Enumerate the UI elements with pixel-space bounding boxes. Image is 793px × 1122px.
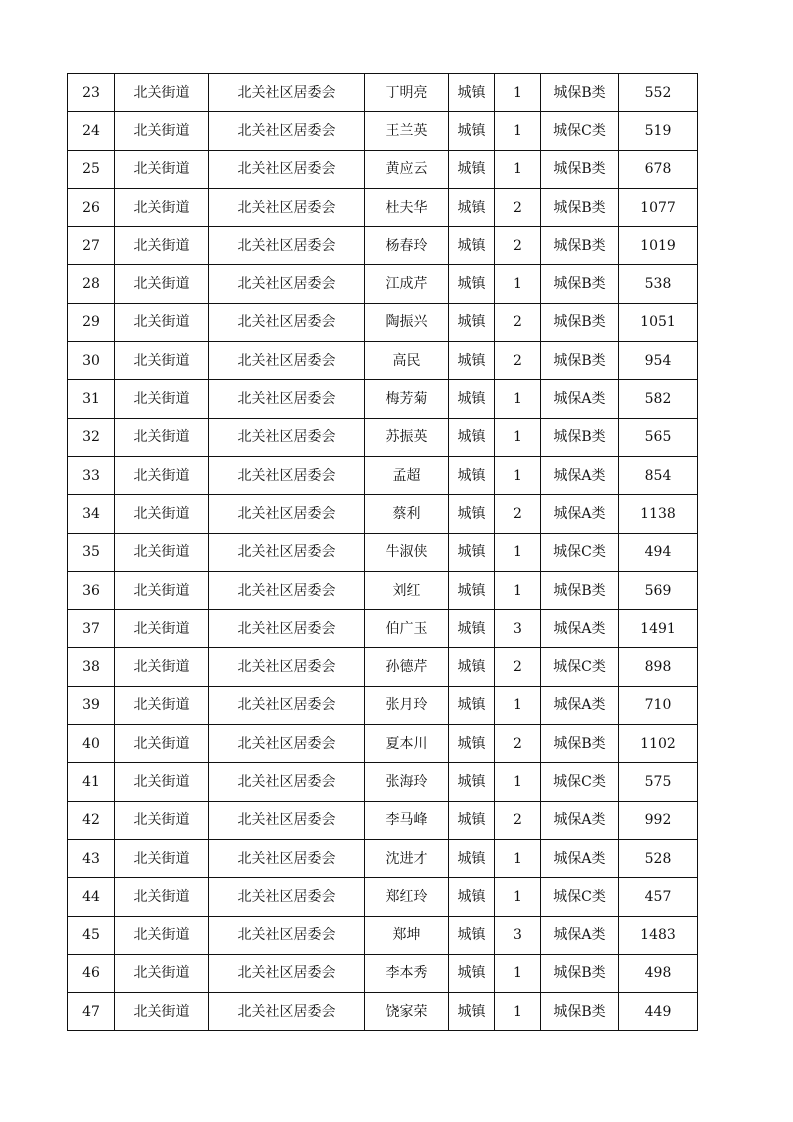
cell-name: 李马峰 bbox=[365, 801, 449, 839]
cell-number: 24 bbox=[68, 112, 115, 150]
cell-persons: 2 bbox=[495, 342, 541, 380]
cell-area: 城镇 bbox=[449, 150, 495, 188]
cell-committee: 北关社区居委会 bbox=[209, 74, 365, 112]
cell-category: 城保A类 bbox=[541, 495, 619, 533]
cell-area: 城镇 bbox=[449, 74, 495, 112]
cell-street: 北关街道 bbox=[115, 380, 209, 418]
table-row bbox=[68, 610, 698, 648]
cell-amount: 582 bbox=[619, 380, 698, 418]
cell-amount: 575 bbox=[619, 763, 698, 801]
cell-persons: 3 bbox=[495, 916, 541, 954]
cell-persons: 1 bbox=[495, 418, 541, 456]
cell-street: 北关街道 bbox=[115, 533, 209, 571]
table-row bbox=[68, 839, 698, 877]
cell-name: 郑坤 bbox=[365, 916, 449, 954]
cell-committee: 北关社区居委会 bbox=[209, 150, 365, 188]
cell-committee: 北关社区居委会 bbox=[209, 686, 365, 724]
cell-area: 城镇 bbox=[449, 839, 495, 877]
cell-amount: 552 bbox=[619, 74, 698, 112]
cell-street: 北关街道 bbox=[115, 686, 209, 724]
cell-street: 北关街道 bbox=[115, 571, 209, 609]
table-row bbox=[68, 801, 698, 839]
cell-committee: 北关社区居委会 bbox=[209, 112, 365, 150]
cell-number: 34 bbox=[68, 495, 115, 533]
cell-committee: 北关社区居委会 bbox=[209, 227, 365, 265]
cell-amount: 1491 bbox=[619, 610, 698, 648]
cell-street: 北关街道 bbox=[115, 74, 209, 112]
cell-name: 陶振兴 bbox=[365, 303, 449, 341]
cell-committee: 北关社区居委会 bbox=[209, 954, 365, 992]
table-row bbox=[68, 495, 698, 533]
cell-area: 城镇 bbox=[449, 686, 495, 724]
cell-name: 孟超 bbox=[365, 456, 449, 494]
cell-persons: 2 bbox=[495, 303, 541, 341]
cell-number: 46 bbox=[68, 954, 115, 992]
cell-committee: 北关社区居委会 bbox=[209, 188, 365, 226]
cell-area: 城镇 bbox=[449, 303, 495, 341]
cell-category: 城保B类 bbox=[541, 954, 619, 992]
cell-amount: 528 bbox=[619, 839, 698, 877]
cell-category: 城保A类 bbox=[541, 916, 619, 954]
cell-persons: 1 bbox=[495, 456, 541, 494]
cell-name: 夏本川 bbox=[365, 725, 449, 763]
cell-committee: 北关社区居委会 bbox=[209, 303, 365, 341]
cell-persons: 1 bbox=[495, 74, 541, 112]
cell-street: 北关街道 bbox=[115, 495, 209, 533]
cell-street: 北关街道 bbox=[115, 188, 209, 226]
cell-name: 王兰英 bbox=[365, 112, 449, 150]
cell-category: 城保B类 bbox=[541, 265, 619, 303]
cell-area: 城镇 bbox=[449, 763, 495, 801]
cell-persons: 2 bbox=[495, 725, 541, 763]
cell-name: 杜夫华 bbox=[365, 188, 449, 226]
cell-name: 杨春玲 bbox=[365, 227, 449, 265]
cell-number: 36 bbox=[68, 571, 115, 609]
table-row bbox=[68, 954, 698, 992]
cell-amount: 898 bbox=[619, 648, 698, 686]
cell-number: 37 bbox=[68, 610, 115, 648]
cell-committee: 北关社区居委会 bbox=[209, 610, 365, 648]
cell-category: 城保B类 bbox=[541, 571, 619, 609]
cell-amount: 992 bbox=[619, 801, 698, 839]
cell-name: 伯广玉 bbox=[365, 610, 449, 648]
cell-category: 城保A类 bbox=[541, 839, 619, 877]
cell-name: 郑红玲 bbox=[365, 878, 449, 916]
cell-street: 北关街道 bbox=[115, 150, 209, 188]
cell-number: 29 bbox=[68, 303, 115, 341]
cell-category: 城保B类 bbox=[541, 993, 619, 1031]
cell-category: 城保C类 bbox=[541, 878, 619, 916]
cell-name: 梅芳菊 bbox=[365, 380, 449, 418]
table-row bbox=[68, 916, 698, 954]
cell-name: 苏振英 bbox=[365, 418, 449, 456]
cell-category: 城保B类 bbox=[541, 725, 619, 763]
cell-persons: 1 bbox=[495, 112, 541, 150]
cell-persons: 2 bbox=[495, 801, 541, 839]
table-row bbox=[68, 188, 698, 226]
cell-persons: 1 bbox=[495, 533, 541, 571]
cell-amount: 1077 bbox=[619, 188, 698, 226]
cell-area: 城镇 bbox=[449, 993, 495, 1031]
cell-amount: 854 bbox=[619, 456, 698, 494]
cell-name: 孙德芹 bbox=[365, 648, 449, 686]
cell-number: 42 bbox=[68, 801, 115, 839]
cell-committee: 北关社区居委会 bbox=[209, 993, 365, 1031]
cell-persons: 3 bbox=[495, 610, 541, 648]
table-row bbox=[68, 993, 698, 1031]
allowance-table bbox=[67, 73, 698, 1031]
cell-number: 25 bbox=[68, 150, 115, 188]
table-row bbox=[68, 763, 698, 801]
cell-name: 张海玲 bbox=[365, 763, 449, 801]
cell-area: 城镇 bbox=[449, 878, 495, 916]
cell-street: 北关街道 bbox=[115, 648, 209, 686]
cell-category: 城保A类 bbox=[541, 380, 619, 418]
cell-number: 45 bbox=[68, 916, 115, 954]
cell-street: 北关街道 bbox=[115, 112, 209, 150]
cell-persons: 1 bbox=[495, 686, 541, 724]
cell-street: 北关街道 bbox=[115, 878, 209, 916]
cell-category: 城保B类 bbox=[541, 74, 619, 112]
cell-category: 城保B类 bbox=[541, 303, 619, 341]
cell-number: 41 bbox=[68, 763, 115, 801]
cell-committee: 北关社区居委会 bbox=[209, 342, 365, 380]
cell-persons: 1 bbox=[495, 763, 541, 801]
cell-amount: 1019 bbox=[619, 227, 698, 265]
cell-amount: 457 bbox=[619, 878, 698, 916]
cell-committee: 北关社区居委会 bbox=[209, 878, 365, 916]
cell-amount: 538 bbox=[619, 265, 698, 303]
cell-amount: 678 bbox=[619, 150, 698, 188]
cell-street: 北关街道 bbox=[115, 801, 209, 839]
cell-committee: 北关社区居委会 bbox=[209, 839, 365, 877]
cell-committee: 北关社区居委会 bbox=[209, 533, 365, 571]
cell-name: 刘红 bbox=[365, 571, 449, 609]
table-row bbox=[68, 265, 698, 303]
cell-category: 城保B类 bbox=[541, 227, 619, 265]
cell-amount: 1483 bbox=[619, 916, 698, 954]
cell-persons: 2 bbox=[495, 648, 541, 686]
cell-persons: 2 bbox=[495, 188, 541, 226]
cell-name: 丁明亮 bbox=[365, 74, 449, 112]
cell-name: 饶家荣 bbox=[365, 993, 449, 1031]
cell-category: 城保B类 bbox=[541, 150, 619, 188]
cell-persons: 1 bbox=[495, 839, 541, 877]
cell-committee: 北关社区居委会 bbox=[209, 495, 365, 533]
cell-name: 沈进才 bbox=[365, 839, 449, 877]
table-row bbox=[68, 686, 698, 724]
table-row bbox=[68, 533, 698, 571]
cell-name: 黄应云 bbox=[365, 150, 449, 188]
cell-street: 北关街道 bbox=[115, 265, 209, 303]
cell-category: 城保B类 bbox=[541, 188, 619, 226]
cell-category: 城保C类 bbox=[541, 112, 619, 150]
cell-category: 城保C类 bbox=[541, 533, 619, 571]
cell-amount: 498 bbox=[619, 954, 698, 992]
cell-number: 39 bbox=[68, 686, 115, 724]
cell-area: 城镇 bbox=[449, 112, 495, 150]
cell-name: 张月玲 bbox=[365, 686, 449, 724]
cell-area: 城镇 bbox=[449, 380, 495, 418]
cell-area: 城镇 bbox=[449, 610, 495, 648]
table-row bbox=[68, 112, 698, 150]
cell-persons: 1 bbox=[495, 265, 541, 303]
cell-area: 城镇 bbox=[449, 342, 495, 380]
cell-persons: 1 bbox=[495, 878, 541, 916]
cell-name: 牛淑侠 bbox=[365, 533, 449, 571]
cell-amount: 449 bbox=[619, 993, 698, 1031]
cell-area: 城镇 bbox=[449, 495, 495, 533]
cell-category: 城保A类 bbox=[541, 610, 619, 648]
cell-amount: 710 bbox=[619, 686, 698, 724]
cell-amount: 1102 bbox=[619, 725, 698, 763]
cell-number: 32 bbox=[68, 418, 115, 456]
cell-committee: 北关社区居委会 bbox=[209, 265, 365, 303]
cell-persons: 1 bbox=[495, 954, 541, 992]
cell-number: 35 bbox=[68, 533, 115, 571]
cell-number: 40 bbox=[68, 725, 115, 763]
cell-street: 北关街道 bbox=[115, 839, 209, 877]
cell-amount: 1138 bbox=[619, 495, 698, 533]
table-row bbox=[68, 380, 698, 418]
cell-number: 31 bbox=[68, 380, 115, 418]
cell-name: 高民 bbox=[365, 342, 449, 380]
cell-street: 北关街道 bbox=[115, 916, 209, 954]
cell-persons: 2 bbox=[495, 495, 541, 533]
cell-category: 城保C类 bbox=[541, 648, 619, 686]
cell-amount: 1051 bbox=[619, 303, 698, 341]
cell-area: 城镇 bbox=[449, 456, 495, 494]
cell-area: 城镇 bbox=[449, 954, 495, 992]
cell-area: 城镇 bbox=[449, 227, 495, 265]
table-row bbox=[68, 150, 698, 188]
cell-name: 江成芹 bbox=[365, 265, 449, 303]
cell-number: 30 bbox=[68, 342, 115, 380]
cell-committee: 北关社区居委会 bbox=[209, 763, 365, 801]
cell-area: 城镇 bbox=[449, 533, 495, 571]
table-row bbox=[68, 878, 698, 916]
cell-committee: 北关社区居委会 bbox=[209, 725, 365, 763]
cell-category: 城保A类 bbox=[541, 686, 619, 724]
cell-category: 城保B类 bbox=[541, 418, 619, 456]
cell-area: 城镇 bbox=[449, 571, 495, 609]
cell-number: 33 bbox=[68, 456, 115, 494]
cell-persons: 1 bbox=[495, 150, 541, 188]
cell-amount: 519 bbox=[619, 112, 698, 150]
cell-number: 26 bbox=[68, 188, 115, 226]
cell-number: 28 bbox=[68, 265, 115, 303]
cell-persons: 2 bbox=[495, 227, 541, 265]
table-body bbox=[68, 74, 698, 1031]
table-row bbox=[68, 303, 698, 341]
cell-street: 北关街道 bbox=[115, 725, 209, 763]
cell-street: 北关街道 bbox=[115, 418, 209, 456]
cell-amount: 565 bbox=[619, 418, 698, 456]
cell-committee: 北关社区居委会 bbox=[209, 456, 365, 494]
cell-area: 城镇 bbox=[449, 648, 495, 686]
cell-area: 城镇 bbox=[449, 418, 495, 456]
table-row bbox=[68, 418, 698, 456]
cell-committee: 北关社区居委会 bbox=[209, 801, 365, 839]
cell-number: 44 bbox=[68, 878, 115, 916]
cell-category: 城保B类 bbox=[541, 342, 619, 380]
cell-street: 北关街道 bbox=[115, 763, 209, 801]
cell-amount: 569 bbox=[619, 571, 698, 609]
cell-category: 城保A类 bbox=[541, 801, 619, 839]
cell-street: 北关街道 bbox=[115, 342, 209, 380]
cell-area: 城镇 bbox=[449, 801, 495, 839]
table-row bbox=[68, 456, 698, 494]
cell-area: 城镇 bbox=[449, 725, 495, 763]
cell-name: 李本秀 bbox=[365, 954, 449, 992]
cell-name: 蔡利 bbox=[365, 495, 449, 533]
table-row bbox=[68, 227, 698, 265]
cell-number: 27 bbox=[68, 227, 115, 265]
cell-area: 城镇 bbox=[449, 188, 495, 226]
cell-street: 北关街道 bbox=[115, 227, 209, 265]
cell-category: 城保A类 bbox=[541, 456, 619, 494]
cell-persons: 1 bbox=[495, 993, 541, 1031]
cell-amount: 494 bbox=[619, 533, 698, 571]
cell-street: 北关街道 bbox=[115, 993, 209, 1031]
cell-street: 北关街道 bbox=[115, 954, 209, 992]
cell-area: 城镇 bbox=[449, 265, 495, 303]
cell-committee: 北关社区居委会 bbox=[209, 916, 365, 954]
table-row bbox=[68, 648, 698, 686]
cell-committee: 北关社区居委会 bbox=[209, 648, 365, 686]
table-row bbox=[68, 74, 698, 112]
cell-committee: 北关社区居委会 bbox=[209, 571, 365, 609]
cell-committee: 北关社区居委会 bbox=[209, 380, 365, 418]
cell-persons: 1 bbox=[495, 380, 541, 418]
cell-number: 38 bbox=[68, 648, 115, 686]
cell-street: 北关街道 bbox=[115, 456, 209, 494]
cell-number: 43 bbox=[68, 839, 115, 877]
table-row bbox=[68, 571, 698, 609]
cell-category: 城保C类 bbox=[541, 763, 619, 801]
table-row bbox=[68, 725, 698, 763]
cell-area: 城镇 bbox=[449, 916, 495, 954]
cell-number: 23 bbox=[68, 74, 115, 112]
table-row bbox=[68, 342, 698, 380]
cell-amount: 954 bbox=[619, 342, 698, 380]
cell-committee: 北关社区居委会 bbox=[209, 418, 365, 456]
cell-street: 北关街道 bbox=[115, 303, 209, 341]
cell-street: 北关街道 bbox=[115, 610, 209, 648]
cell-persons: 1 bbox=[495, 571, 541, 609]
cell-number: 47 bbox=[68, 993, 115, 1031]
